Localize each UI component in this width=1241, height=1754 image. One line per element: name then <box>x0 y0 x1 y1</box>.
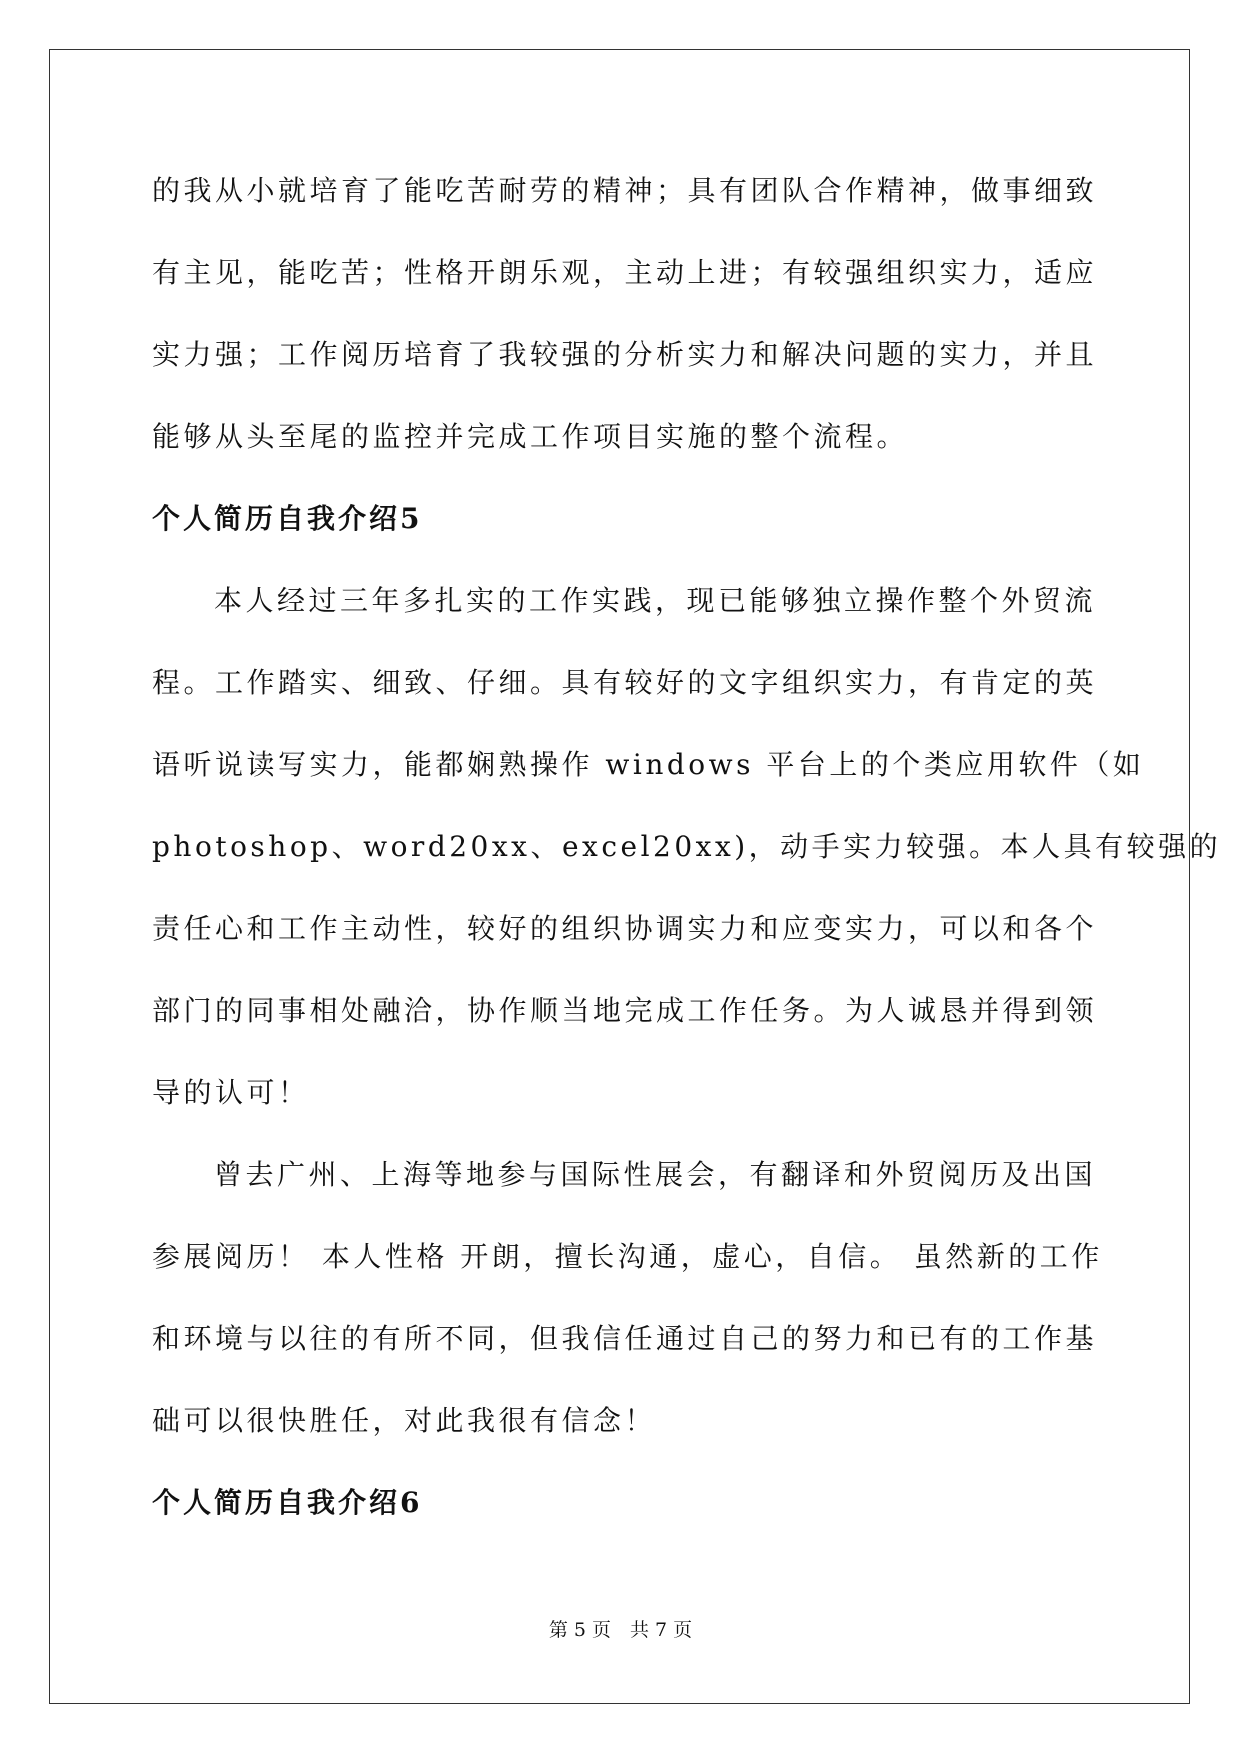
text-line: 本人经过三年多扎实的工作实践，现已能够独立操作整个外贸流 <box>214 584 1097 617</box>
text-line: 能够从头至尾的监控并完成工作项目实施的整个流程。 <box>152 420 909 453</box>
section-heading-5: 个人简历自我介绍5 <box>152 502 423 535</box>
text-line: photoshop、word20xx、excel20xx)，动手实力较强。本人具有较强的 <box>152 830 1222 863</box>
text-line: 语听说读写实力，能都娴熟操作 windows 平台上的个类应用软件（如 <box>152 748 1145 781</box>
text-line: 有主见，能吃苦；性格开朗乐观，主动上进；有较强组织实力，适应 <box>152 256 1098 289</box>
page-number-footer: 第 5 页 共 7 页 <box>548 1619 693 1641</box>
section-heading-6: 个人简历自我介绍6 <box>152 1486 423 1519</box>
paragraph-continued <box>152 150 1098 478</box>
text-line: 责任心和工作主动性，较好的组织协调实力和应变实力，可以和各个 <box>152 912 1098 945</box>
text-line: 程。工作踏实、细致、仔细。具有较好的文字组织实力，有肯定的英 <box>152 666 1098 699</box>
paragraph-exhibitions <box>152 1134 1103 1462</box>
text-line: 导的认可！ <box>152 1076 310 1109</box>
paragraph-work-experience <box>152 560 1222 1134</box>
text-line: 曾去广州、上海等地参与国际性展会，有翻译和外贸阅历及出国 <box>214 1158 1097 1191</box>
text-line: 部门的同事相处融洽，协作顺当地完成工作任务。为人诚恳并得到领 <box>152 994 1098 1027</box>
text-line: 参展阅历！ 本人性格 开朗，擅长沟通，虚心，自信。 虽然新的工作 <box>152 1240 1103 1273</box>
text-line: 和环境与以往的有所不同，但我信任通过自己的努力和已有的工作基 <box>152 1322 1098 1355</box>
text-line: 础可以很快胜任，对此我很有信念！ <box>152 1404 657 1437</box>
document-body <box>152 150 1222 1544</box>
text-line: 的我从小就培育了能吃苦耐劳的精神；具有团队合作精神，做事细致 <box>152 174 1098 207</box>
text-line: 实力强；工作阅历培育了我较强的分析实力和解决问题的实力，并且 <box>152 338 1098 371</box>
